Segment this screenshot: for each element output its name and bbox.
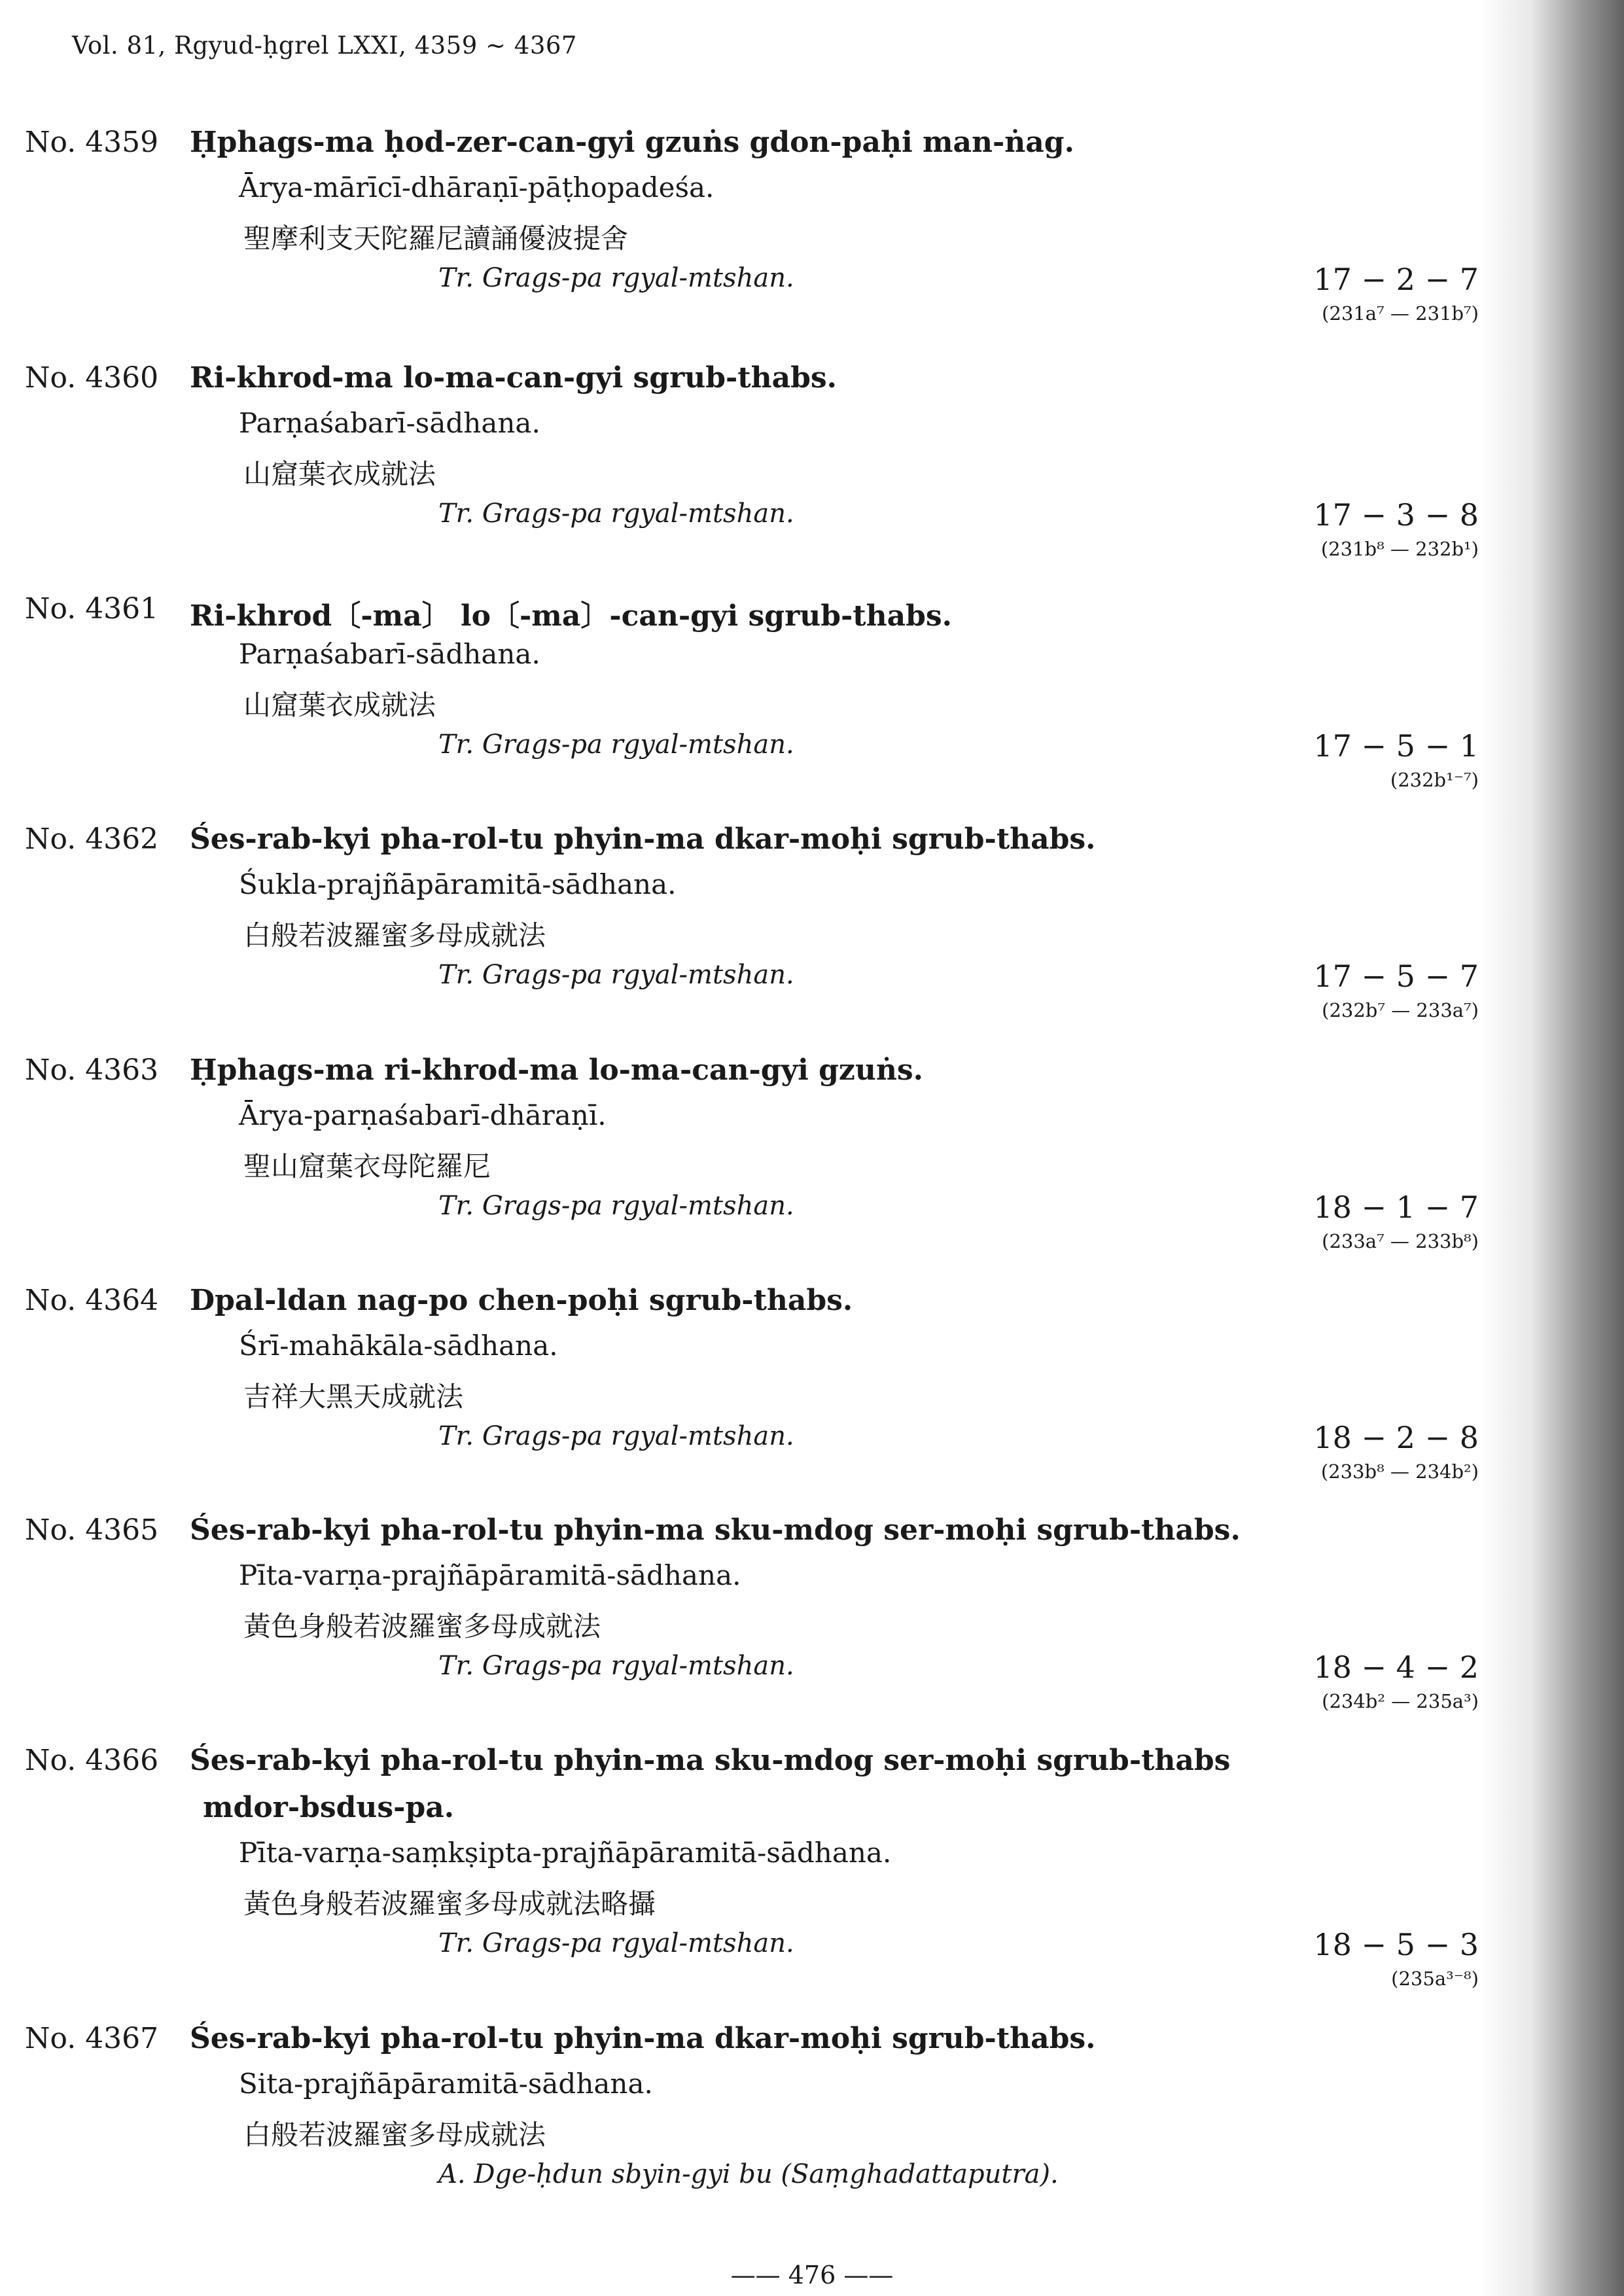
sanskrit-title: Sita-prajñāpāramitā-sādhana.	[239, 2068, 653, 2100]
translator: Tr. Grags-pa rgyal-mtshan.	[438, 1651, 794, 1681]
volume-reference: 18 − 2 − 8	[1313, 1420, 1479, 1455]
entry-number: No. 4360	[25, 361, 159, 395]
tibetan-title: Ḥphags-ma ḥod-zer-can-gyi gzuṅs gdon-paḥi man-ṅag.	[190, 126, 1074, 159]
folio-range: (233b⁸ — 234b²)	[1320, 1460, 1479, 1483]
entry-number: No. 4363	[25, 1053, 159, 1087]
entry-number: No. 4364	[25, 1284, 159, 1317]
chinese-title: 白般若波羅蜜多母成就法	[243, 919, 546, 951]
tibetan-title: Ri-khrod〔-ma〕 lo〔-ma〕-can-gyi sgrub-thabs.	[190, 599, 952, 633]
translator: Tr. Grags-pa rgyal-mtshan.	[438, 499, 794, 529]
sanskrit-title: Pīta-varṇa-saṃkṣipta-prajñāpāramitā-sādhana.	[239, 1837, 892, 1869]
translator: Tr. Grags-pa rgyal-mtshan.	[438, 960, 794, 990]
volume-reference: 18 − 5 − 3	[1313, 1927, 1479, 1962]
tibetan-title: Śes-rab-kyi pha-rol-tu phyin-ma sku-mdog ser-moḥi sgrub-thabs.	[190, 1513, 1241, 1547]
translator: Tr. Grags-pa rgyal-mtshan.	[438, 1191, 794, 1221]
folio-range: (231b⁸ — 232b¹)	[1320, 538, 1479, 560]
sanskrit-title: Parṇaśabarī-sādhana.	[239, 638, 540, 670]
chinese-title: 山窟葉衣成就法	[243, 458, 436, 490]
folio-range: (232b⁷ — 233a⁷)	[1322, 999, 1479, 1021]
chinese-title: 山窟葉衣成就法	[243, 689, 436, 721]
sanskrit-title: Parṇaśabarī-sādhana.	[239, 407, 540, 439]
volume-reference: 17 − 3 − 8	[1313, 497, 1479, 533]
sanskrit-title: Śrī-mahākāla-sādhana.	[239, 1330, 558, 1362]
chinese-title: 吉祥大黑天成就法	[243, 1381, 464, 1413]
translator: Tr. Grags-pa rgyal-mtshan.	[438, 263, 794, 293]
running-header: Vol. 81, Rgyud-ḥgrel LXXI, 4359 ∼ 4367	[72, 31, 577, 60]
entry-number: No. 4365	[25, 1513, 159, 1547]
tibetan-title: Ri-khrod-ma lo-ma-can-gyi sgrub-thabs.	[190, 361, 837, 395]
entry-number: No. 4366	[25, 1744, 159, 1777]
author: A. Dge-ḥdun sbyin-gyi bu (Saṃghadattaputra).	[438, 2159, 1059, 2189]
chinese-title: 聖山窟葉衣母陀羅尼	[243, 1150, 491, 1182]
folio-range: (233a⁷ — 233b⁸)	[1322, 1230, 1479, 1252]
translator: Tr. Grags-pa rgyal-mtshan.	[438, 1928, 794, 1958]
folio-range: (231a⁷ — 231b⁷)	[1322, 302, 1479, 325]
page-edge-shadow	[1480, 0, 1624, 2296]
volume-reference: 18 − 4 − 2	[1313, 1650, 1479, 1685]
entry-number: No. 4367	[25, 2022, 159, 2055]
tibetan-title: Ḥphags-ma ri-khrod-ma lo-ma-can-gyi gzuṅs.	[190, 1053, 923, 1087]
tibetan-title: Śes-rab-kyi pha-rol-tu phyin-ma dkar-moḥi sgrub-thabs.	[190, 822, 1096, 856]
entry-number: No. 4359	[25, 126, 159, 159]
volume-reference: 18 − 1 − 7	[1313, 1190, 1479, 1225]
folio-range: (235a³⁻⁸)	[1391, 1968, 1479, 1990]
volume-reference: 17 − 5 − 7	[1313, 959, 1479, 994]
chinese-title: 黃色身般若波羅蜜多母成就法	[243, 1610, 601, 1642]
sanskrit-title: Ārya-parṇaśabarī-dhāraṇī.	[239, 1099, 607, 1131]
tibetan-title: Dpal-ldan nag-po chen-poḥi sgrub-thabs.	[190, 1284, 853, 1317]
tibetan-title-continued: mdor-bsdus-pa.	[203, 1791, 455, 1824]
folio-range: (234b² — 235a³)	[1322, 1690, 1479, 1712]
chinese-title: 白般若波羅蜜多母成就法	[243, 2119, 546, 2151]
volume-reference: 17 − 5 − 1	[1313, 728, 1479, 764]
entry-number: No. 4361	[25, 592, 159, 626]
translator: Tr. Grags-pa rgyal-mtshan.	[438, 1421, 794, 1451]
volume-reference: 17 − 2 − 7	[1313, 262, 1479, 297]
sanskrit-title: Ārya-mārīcī-dhāraṇī-pāṭhopadeśa.	[239, 171, 715, 203]
sanskrit-title: Pīta-varṇa-prajñāpāramitā-sādhana.	[239, 1559, 741, 1591]
translator: Tr. Grags-pa rgyal-mtshan.	[438, 730, 794, 760]
sanskrit-title: Śukla-prajñāpāramitā-sādhana.	[239, 868, 677, 900]
tibetan-title: Śes-rab-kyi pha-rol-tu phyin-ma dkar-moḥi sgrub-thabs.	[190, 2022, 1096, 2055]
page-number: —— 476 ——	[730, 2261, 894, 2289]
chinese-title: 黃色身般若波羅蜜多母成就法略攝	[243, 1888, 656, 1920]
chinese-title: 聖摩利支天陀羅尼讀誦優波提舍	[243, 222, 629, 255]
entry-number: No. 4362	[25, 822, 159, 856]
tibetan-title: Śes-rab-kyi pha-rol-tu phyin-ma sku-mdog ser-moḥi sgrub-thabs	[190, 1744, 1231, 1777]
folio-range: (232b¹⁻⁷)	[1390, 769, 1479, 791]
